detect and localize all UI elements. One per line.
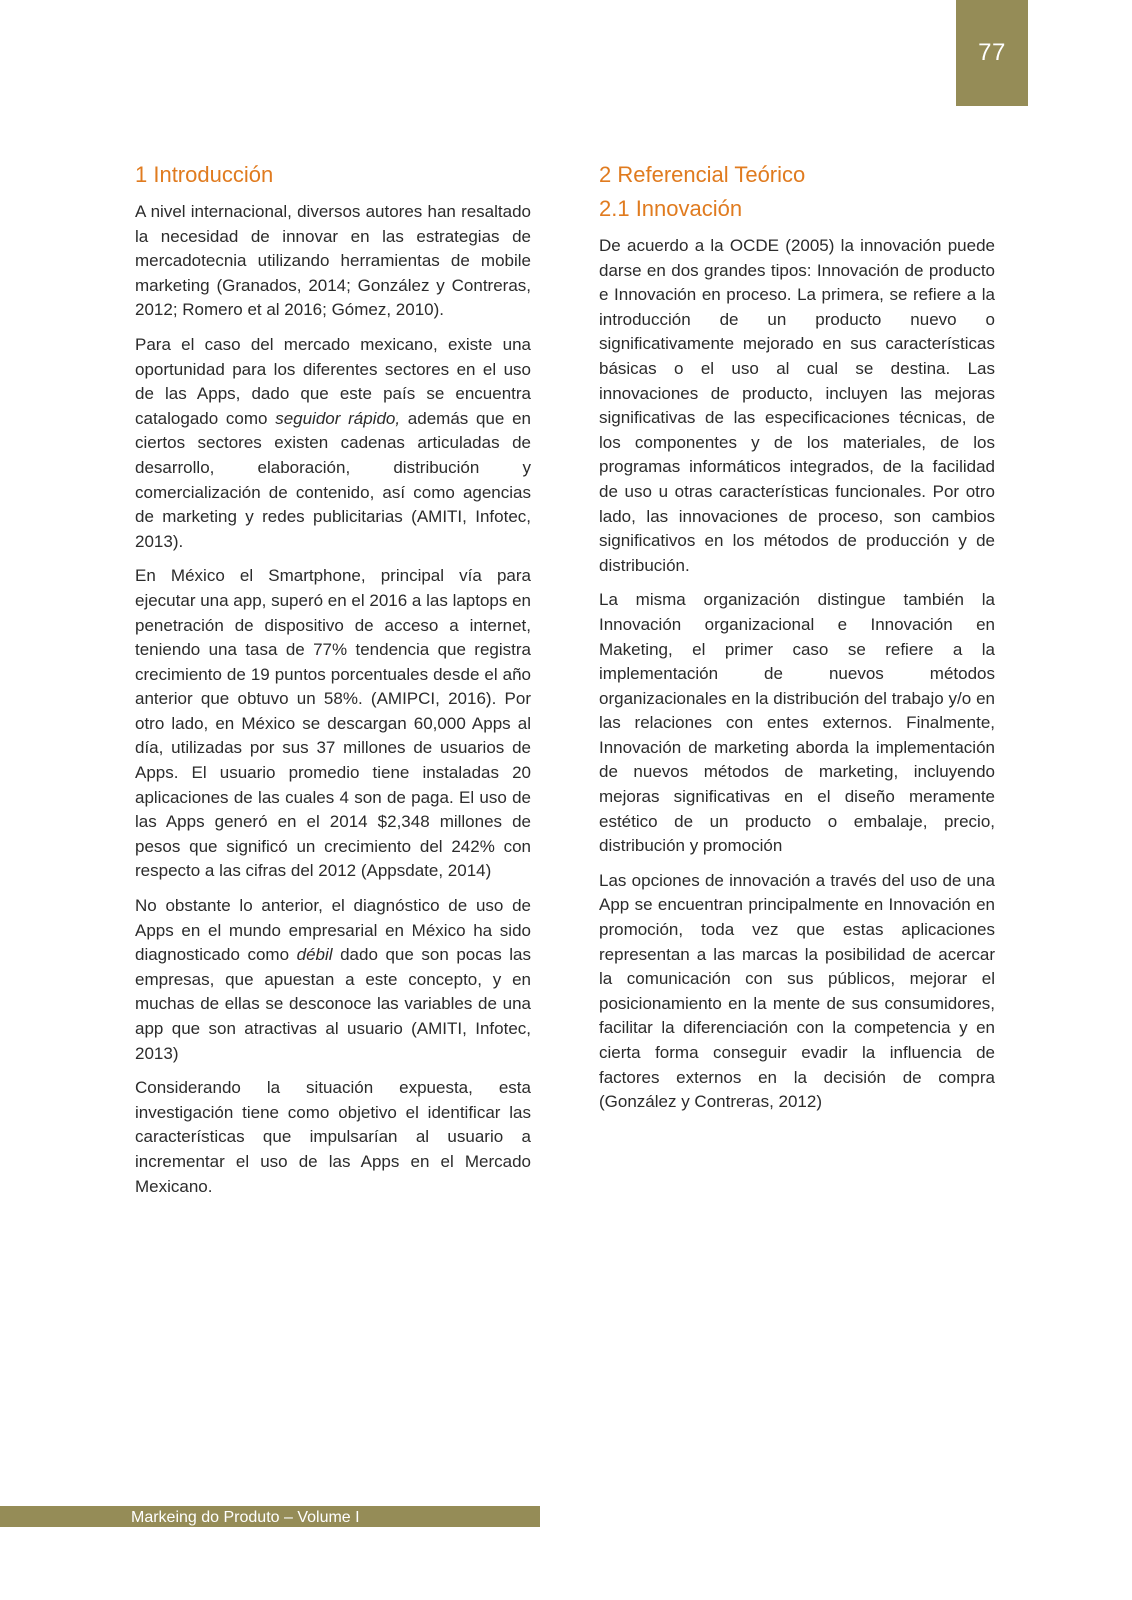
paragraph bbox=[135, 333, 531, 554]
paragraph: A nivel internacional, diversos autores han resaltado la necesidad de innovar en las estrategias de mercadotecnia utilizando herramientas de mobile marketing (Granados, 2014; González y Contreras, 2012; Romero et al 2016; Gómez, 2010). bbox=[135, 202, 531, 320]
page-number: 77 bbox=[978, 39, 1006, 66]
section-heading-referencial: 2 Referencial Teórico bbox=[599, 162, 806, 187]
page-number-tab bbox=[956, 0, 1028, 106]
footer-bar bbox=[0, 1506, 540, 1527]
section-heading-introduccion: 1 Introducción bbox=[135, 162, 274, 187]
paragraph: La misma organización distingue también la Innovación organizacional e Innovación en Maketing, el primer caso se refiere a la implementación de nuevos métodos organizacionales en la distribución del trabajo y/o en las relaciones con entes externos. Finalmente, Innovación de marketing aborda la implementación de nuevos métodos de marketing, incluyendo mejoras significativas en el diseño meramente estético de un producto o embalaje, precio, distribución y promoción bbox=[599, 590, 995, 856]
paragraph bbox=[135, 894, 531, 1066]
right-column bbox=[599, 158, 995, 1125]
paragraph-text: dado que son pocas las empresas, que apuestan a este concepto, y en muchas de ellas se desconoce las variables de una app que son atractivas al usuario (AMITI, Infotec, 2013) bbox=[135, 945, 531, 1063]
emphasis-text: seguidor rápido, bbox=[275, 408, 401, 428]
paragraph: Las opciones de innovación a través del uso de una App se encuentran principalmente en Innovación en promoción, toda vez que estas aplicaciones representan a las marcas la posibilidad de acercar la comunicación con sus públicos, mejorar el posicionamiento en la mente de sus consumidores, facilitar la diferenciación con la competencia y en cierta forma conseguir evadir la influencia de factores externos en la decisión de compra (González y Contreras, 2012) bbox=[599, 870, 995, 1112]
paragraph: Considerando la situación expuesta, esta investigación tiene como objetivo el identificar las características que impulsarían al usuario a incrementar el uso de las Apps en el Mercado Mexicano. bbox=[135, 1078, 531, 1196]
paragraph: De acuerdo a la OCDE (2005) la innovación puede darse en dos grandes tipos: Innovación de producto e Innovación en proceso. La primera, se refiere a la introducción de un producto nuevo o significativamente mejorado en sus características básicas o el uso al cual se destina. Las innovaciones de producto, incluyen las mejoras significativas de las especificaciones técnicas, de los componentes y de los materiales, de los programas informáticos integrados, de la facilidad de uso u otras características funcionales. Por otro lado, las innovaciones de proceso, son cambios significativos en los métodos de producción y de distribución. bbox=[599, 236, 995, 575]
subsection-heading-innovacion: 2.1 Innovación bbox=[599, 196, 743, 221]
paragraph-text: No obstante lo anterior, el diagnóstico de uso de Apps en el mundo empresarial en México ha sido diagnosticado como bbox=[135, 896, 531, 965]
emphasis-text: débil bbox=[296, 945, 333, 965]
paragraph-text: además que en ciertos sectores existen cadenas articuladas de desarrollo, elaboración, distribución y comercialización de contenido, así como agencias de marketing y redes publicitarias (AMITI, Infotec, 2013). bbox=[135, 408, 531, 551]
paragraph-text: Para el caso del mercado mexicano, existe una oportunidad para los diferentes sectores en el uso de las Apps, dado que este país se encuentra catalogado como bbox=[135, 334, 531, 428]
paragraph: En México el Smartphone, principal vía para ejecutar una app, superó en el 2016 a las laptops en penetración de dispositivo de acceso a internet, teniendo una tasa de 77% tendencia que registra crecimiento de 19 puntos porcentuales desde el año anterior que obtuvo un 58%. (AMIPCI, 2016). Por otro lado, en México se descargan 60,000 Apps al día, utilizadas por sus 37 millones de usuarios de Apps. El usuario promedio tiene instaladas 20 aplicaciones de las cuales 4 son de paga. El uso de las Apps generó en el 2014 $2,348 millones de pesos que significó un crecimiento del 242% con respecto a las cifras del 2012 (Appsdate, 2014) bbox=[135, 566, 532, 881]
left-column bbox=[135, 158, 531, 1209]
footer-text: Markeing do Produto – Volume I bbox=[131, 1509, 360, 1526]
